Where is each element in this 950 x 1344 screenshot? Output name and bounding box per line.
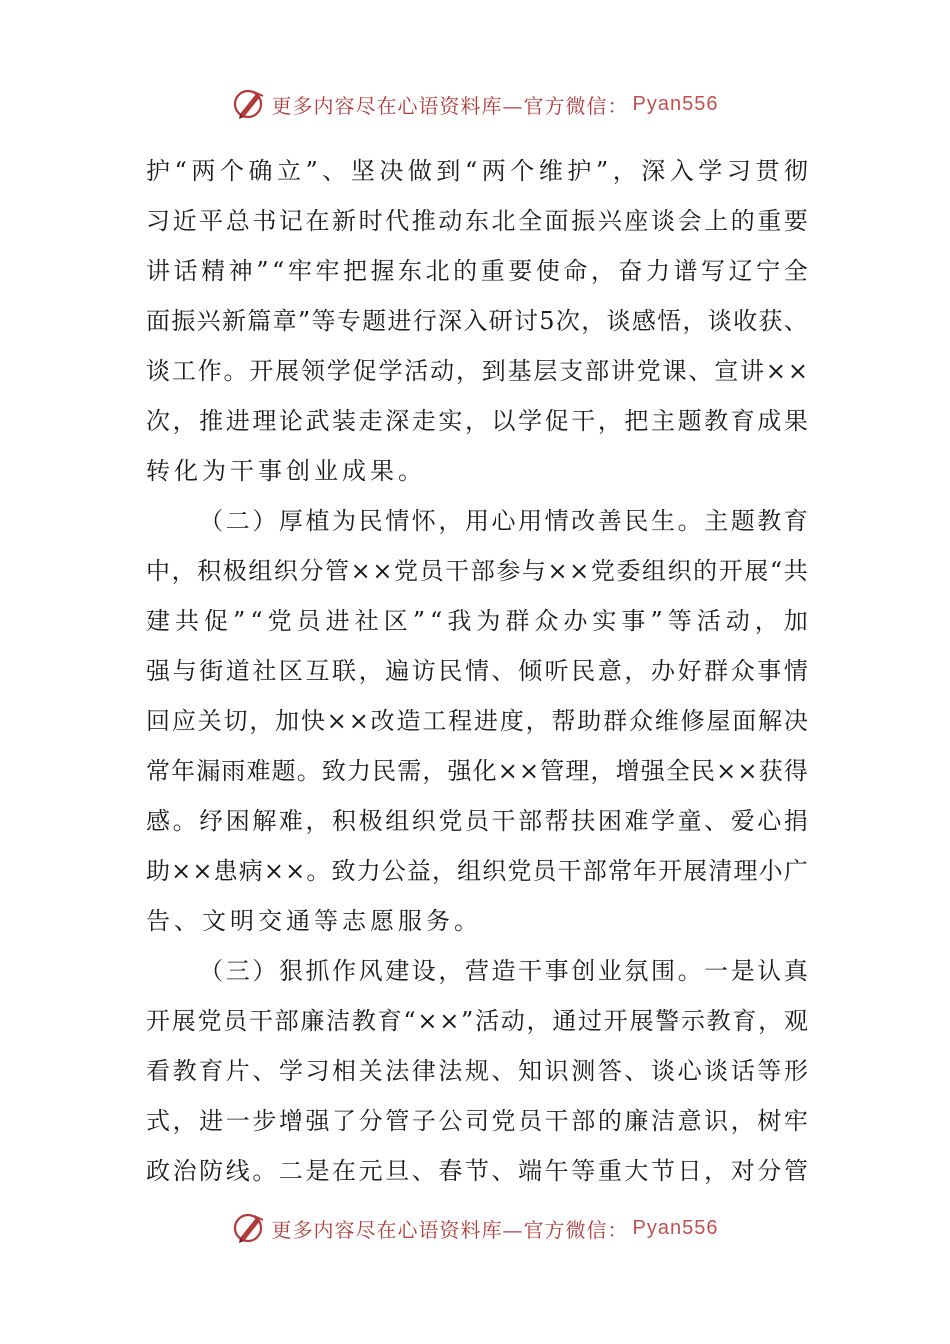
text-line: 回 应 关 切 ， 加 快 × × 改 造 工 程 进 度 ， 帮 助 群 众 维 修 屋 面 解 决 [146,707,808,735]
document-body [146,146,808,1196]
text-line: 护 “ 两 个 确 立 ” 、 坚 决 做 到 “ 两 个 维 护 ” ， 深 入 学 习 贯 彻 [146,157,808,185]
text-line: 中 ， 积 极 组 织 分 管 × × 党 员 干 部 参 与 × × 党 委 组 织 的 开 展 “ 共 [146,557,808,585]
pen-logo-icon [232,1210,268,1246]
watermark-id: Pyan556 [632,92,719,115]
text-line: 建 共 促 ” “ 党 员 进 社 区 ” “ 我 为 群 众 办 实 事 ” 等 活 动 ， 加 [146,607,808,635]
watermark-header [0,84,950,124]
text-line: 常 年 漏 雨 难 题 。 致 力 民 需 ， 强 化 × × 管 理 ， 增 强 全 民 × × 获 得 [146,757,808,785]
paragraph [146,146,808,496]
text-line: 习 近 平 总 书 记 在 新 时 代 推 动 东 北 全 面 振 兴 座 谈 会 上 的 重 要 [146,207,808,235]
watermark-text: 更多内容尽在心语资料库—官方微信： [271,93,629,118]
paragraph [146,496,808,946]
watermark-text: 更多内容尽在心语资料库—官方微信： [271,1217,629,1242]
watermark-footer [0,1208,950,1248]
paragraph [146,946,808,1196]
text-line: 谈 工 作 。 开 展 领 学 促 学 活 动 ， 到 基 层 支 部 讲 党 课 、 宣 讲 × × [146,357,808,385]
text-line: 看 教 育 片 、 学 习 相 关 法 律 法 规 、 知 识 测 答 、 谈 心 谈 话 等 形 [146,1057,808,1085]
pen-logo-icon [232,86,268,122]
watermark-id: Pyan556 [632,1216,719,1239]
text-line: 讲 话 精 神 ” “ 牢 牢 把 握 东 北 的 重 要 使 命 ， 奋 力 谱 写 辽 宁 全 [146,257,808,285]
text-line: 政 治 防 线 。 二 是 在 元 旦 、 春 节 、 端 午 等 重 大 节 日 ， 对 分 管 [146,1157,808,1185]
text-line: 面 振 兴 新 篇 章 ” 等 专 题 进 行 深 入 研 讨 5 次 ， 谈 感 悟 ， 谈 收 获 、 [146,307,808,335]
text-line: 感 。 纾 困 解 难 ， 积 极 组 织 党 员 干 部 帮 扶 困 难 学 童 、 爱 心 捐 [146,807,808,835]
text-line: 次 ， 推 进 理 论 武 装 走 深 走 实 ， 以 学 促 干 ， 把 主 题 教 育 成 果 [146,407,808,435]
text-line: （ 三 ） 狠 抓 作 风 建 设 ， 营 造 干 事 创 业 氛 围 。 一 是 认 真 [199,957,808,985]
text-line: 式 ， 进 一 步 增 强 了 分 管 子 公 司 党 员 干 部 的 廉 洁 意 识 ， 树 牢 [146,1107,808,1135]
text-line: 转化为干事创业成果。 [146,457,426,485]
text-line: 告、文明交通等志愿服务。 [146,907,482,935]
text-line: 强 与 街 道 社 区 互 联 ， 遍 访 民 情 、 倾 听 民 意 ， 办 好 群 众 事 情 [146,657,808,685]
text-line: 开 展 党 员 干 部 廉 洁 教 育 “ × × ” 活 动 ， 通 过 开 展 警 示 教 育 ， 观 [146,1007,808,1035]
text-line: （ 二 ） 厚 植 为 民 情 怀 ， 用 心 用 情 改 善 民 生 。 主 题 教 育 [199,507,808,535]
text-line: 助 × × 患 病 × × 。 致 力 公 益 ， 组 织 党 员 干 部 常 年 开 展 清 理 小 广 [146,857,808,885]
